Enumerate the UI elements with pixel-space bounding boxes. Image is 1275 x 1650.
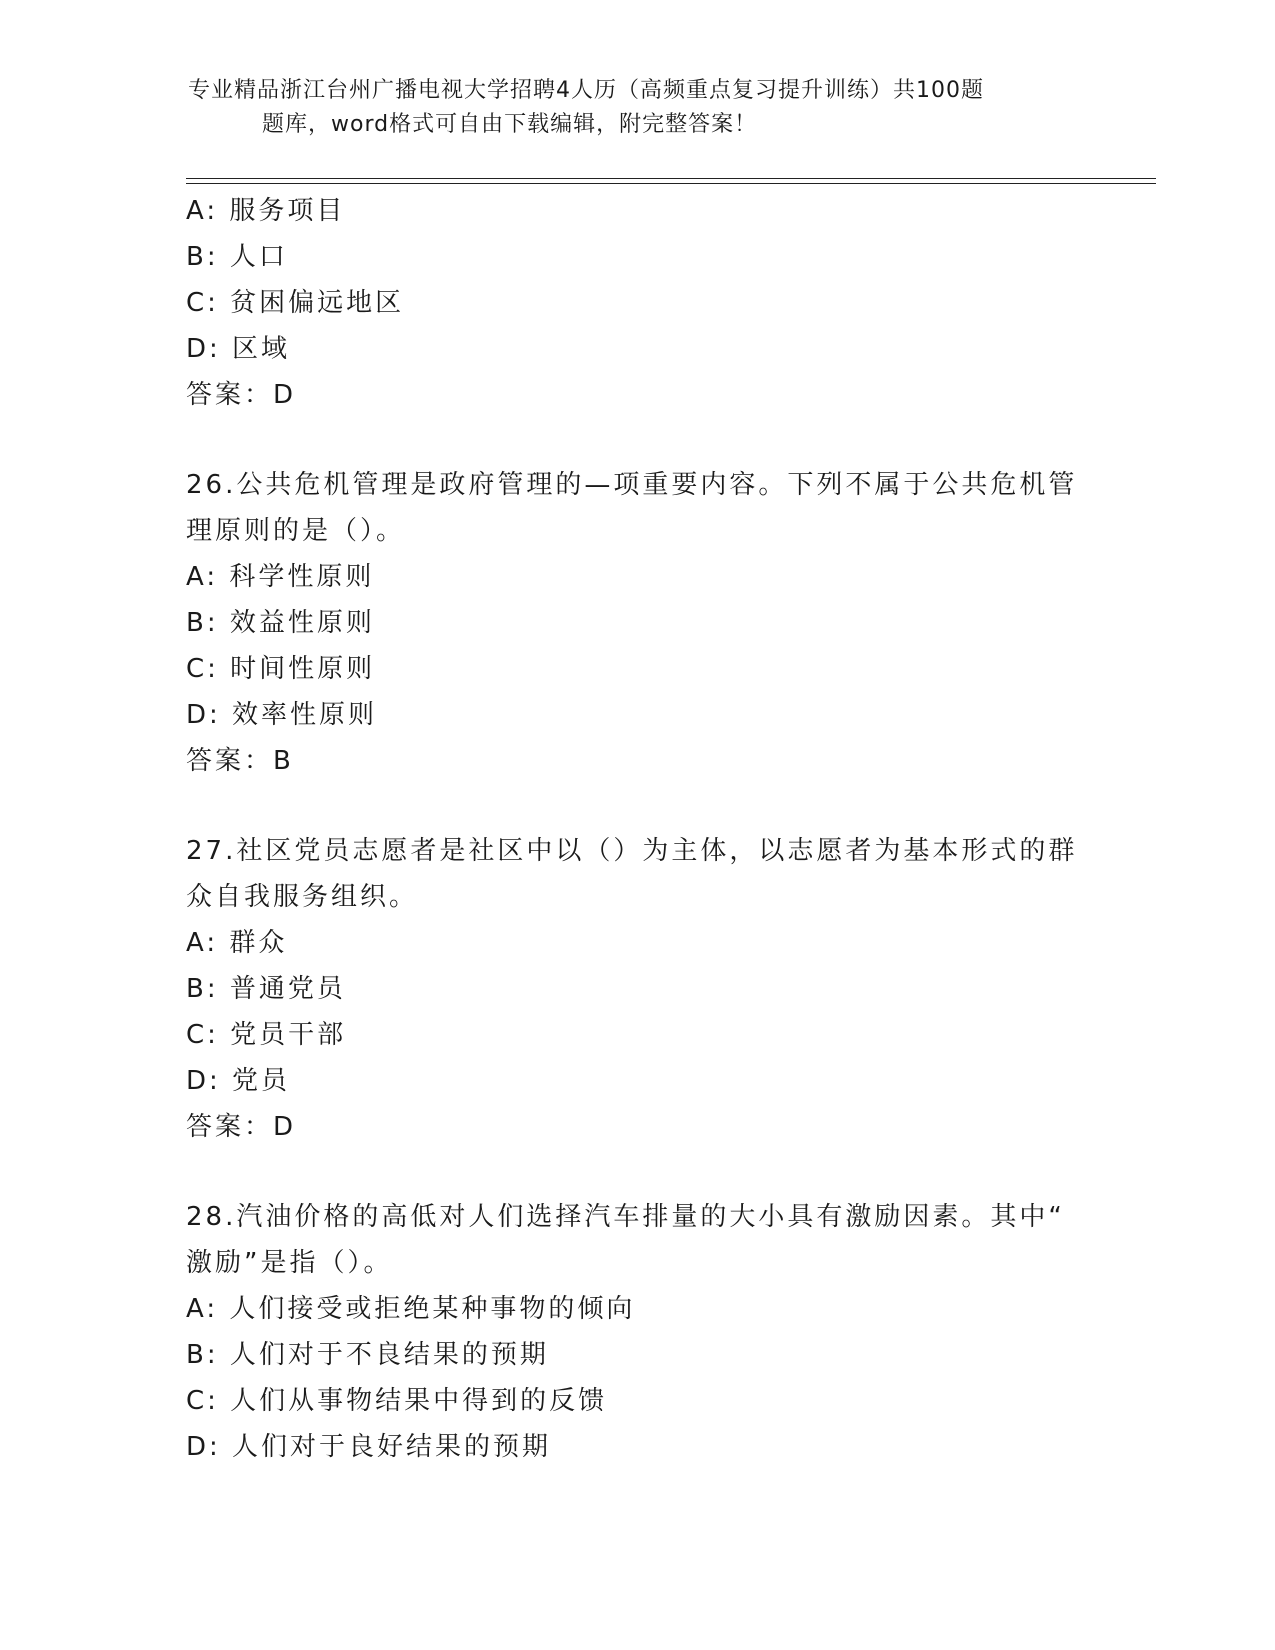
question-stem-line2: 激励”是指（）。 — [186, 1248, 393, 1278]
option-d: D: 党员 — [186, 1066, 291, 1096]
option-c: C: 贫困偏远地区 — [186, 288, 405, 318]
question-28 — [186, 1194, 1086, 1470]
option-b: B: 效益性原则 — [186, 608, 375, 638]
option-b: B: 人口 — [186, 242, 288, 272]
question-27 — [186, 828, 1086, 1150]
question-stem-line1: 26.公共危机管理是政府管理的—项重要内容。下列不属于公共危机管 — [186, 470, 1078, 500]
question-25-continuation — [186, 188, 1086, 418]
document-header — [188, 74, 1068, 142]
answer-line: 答案：B — [186, 746, 294, 776]
option-a: A: 科学性原则 — [186, 562, 375, 592]
option-b: B: 普通党员 — [186, 974, 346, 1004]
option-d: D: 效率性原则 — [186, 700, 378, 730]
question-stem-line2: 众自我服务组织。 — [186, 882, 419, 912]
question-stem-line1: 27.社区党员志愿者是社区中以（）为主体，以志愿者为基本形式的群 — [186, 836, 1078, 866]
option-c: C: 人们从事物结果中得到的反馈 — [186, 1386, 608, 1416]
question-26 — [186, 462, 1086, 784]
answer-line: 答案：D — [186, 380, 297, 410]
option-a: A: 服务项目 — [186, 196, 346, 226]
option-a: A: 人们接受或拒绝某种事物的倾向 — [186, 1294, 636, 1324]
option-a: A: 群众 — [186, 928, 288, 958]
option-c: C: 党员干部 — [186, 1020, 347, 1050]
answer-line: 答案：D — [186, 1112, 297, 1142]
header-divider — [186, 178, 1156, 184]
option-d: D: 区域 — [186, 334, 291, 364]
option-d: D: 人们对于良好结果的预期 — [186, 1432, 552, 1462]
question-stem-line1: 28.汽油价格的高低对人们选择汽车排量的大小具有激励因素。其中“ — [186, 1202, 1065, 1232]
header-title-line1: 专业精品浙江台州广播电视大学招聘4人历（高频重点复习提升训练）共100题 — [188, 78, 984, 103]
option-c: C: 时间性原则 — [186, 654, 376, 684]
option-b: B: 人们对于不良结果的预期 — [186, 1340, 549, 1370]
question-list — [186, 188, 1086, 1470]
header-title-line2: 题库，word格式可自由下载编辑，附完整答案！ — [262, 112, 758, 137]
question-stem-line2: 理原则的是（）。 — [186, 516, 406, 546]
